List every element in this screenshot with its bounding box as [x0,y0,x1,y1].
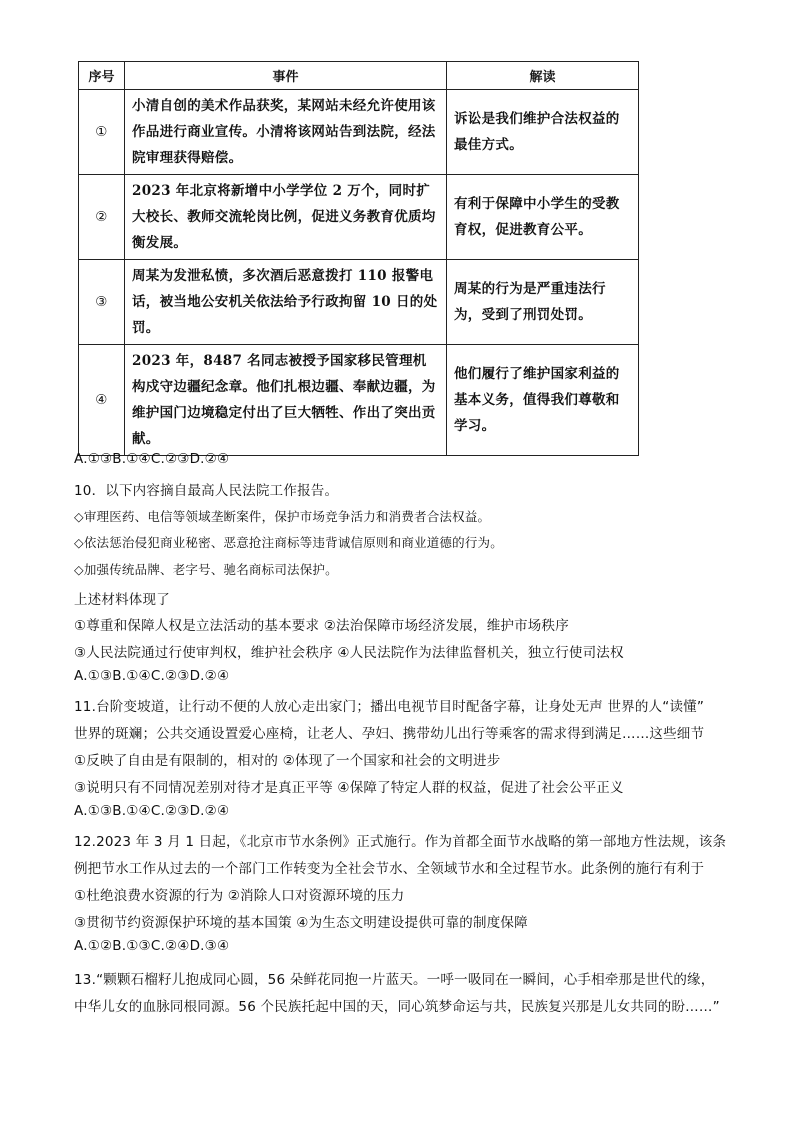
row-event: 周某为发泄私愤，多次酒后恶意拨打 110 报警电话，被当地公安机关依法给予行政拘留 10 日的处罚。 [125,260,447,345]
q11-stem-1: 11.台阶变坡道，让行动不便的人放心走出家门；播出电视节目时配备字幕，让身处无声 世界的人“读懂” [74,699,705,715]
table-row [79,90,639,175]
q10-prompt: 上述材料体现了 [74,592,170,608]
q10-options: A.①③B.①④C.②③D.②④ [74,668,230,684]
q10-material-1: ◇审理医药、电信等领域垄断案件，保护市场竞争活力和消费者合法权益。 [74,509,491,524]
row-number: ④ [79,345,125,456]
q13-stem-1: 13.“颗颗石榴籽儿抱成同心圆，56 朵鲜花同抱一片蓝天。一呼一吸同在一瞬间，心手相牵那是世代的缘， [74,972,715,988]
q10-choices-2: ③人民法院通过行使审判权，维护社会秩序 ④人民法院作为法律监督机关，独立行使司法权 [74,645,624,661]
header-interp: 解读 [447,62,639,90]
q10-stem: 10．以下内容摘自最高人民法院工作报告。 [74,483,339,499]
q11-choices-2: ③说明只有不同情况差别对待才是真正平等 ④保障了特定人群的权益，促进了社会公平正义 [74,780,624,796]
q11-stem-2: 世界的斑斓；公共交通设置爱心座椅，让老人、孕妇、携带幼儿出行等乘客的需求得到满足……这些细节 [74,726,705,742]
row-number: ③ [79,260,125,345]
row-number: ② [79,175,125,260]
q12-stem-1: 12.2023 年 3 月 1 日起，《北京市节水条例》正式施行。作为首都全面节水战略的第一部地方性法规，该条 [74,834,727,850]
row-event: 小清自创的美术作品获奖，某网站未经允许使用该作品进行商业宣传。小清将该网站告到法院，经法院审理获得赔偿。 [125,90,447,175]
row-number: ① [79,90,125,175]
q10-material-2: ◇依法惩治侵犯商业秘密、恶意抢注商标等违背诚信原则和商业道德的行为。 [74,535,503,550]
table-row [79,260,639,345]
q11-choices-1: ①反映了自由是有限制的，相对的 ②体现了一个国家和社会的文明进步 [74,753,501,769]
row-interp: 有利于保障中小学生的受教育权，促进教育公平。 [447,175,639,260]
q10-choices-1: ①尊重和保障人权是立法活动的基本要求 ②法治保障市场经济发展，维护市场秩序 [74,618,569,634]
events-table [78,61,639,456]
q12-choices-1: ①杜绝浪费水资源的行为 ②消除人口对资源环境的压力 [74,888,405,904]
row-interp: 他们履行了维护国家利益的基本义务，值得我们尊敬和学习。 [447,345,639,456]
q12-choices-2: ③贯彻节约资源保护环境的基本国策 ④为生态文明建设提供可靠的制度保障 [74,915,528,931]
q12-stem-2: 例把节水工作从过去的一个部门工作转变为全社会节水、全领域节水和全过程节水。此条例的施行有利于 [74,861,705,877]
table-row [79,345,639,456]
table-row [79,175,639,260]
row-interp: 周某的行为是严重违法行为，受到了刑罚处罚。 [447,260,639,345]
q10-material-3: ◇加强传统品牌、老字号、驰名商标司法保护。 [74,562,338,577]
row-interp: 诉讼是我们维护合法权益的最佳方式。 [447,90,639,175]
header-num: 序号 [79,62,125,90]
q9-options: A.①③B.①④C.②③D.②④ [74,451,230,467]
header-event: 事件 [125,62,447,90]
q11-options: A.①③B.①④C.②③D.②④ [74,803,230,819]
row-event: 2023 年北京将新增中小学学位 2 万个，同时扩大校长、教师交流轮岗比例，促进义务教育优质均衡发展。 [125,175,447,260]
q12-options: A.①②B.①③C.②④D.③④ [74,938,230,954]
q13-stem-2: 中华儿女的血脉同根同源。56 个民族托起中国的天，同心筑梦命运与共，民族复兴那是儿女共同的盼……” [74,999,720,1015]
row-event: 2023 年，8487 名同志被授予国家移民管理机构戍守边疆纪念章。他们扎根边疆、奉献边疆，为维护国门边境稳定付出了巨大牺牲、作出了突出贡献。 [125,345,447,456]
table-header-row [79,62,639,90]
